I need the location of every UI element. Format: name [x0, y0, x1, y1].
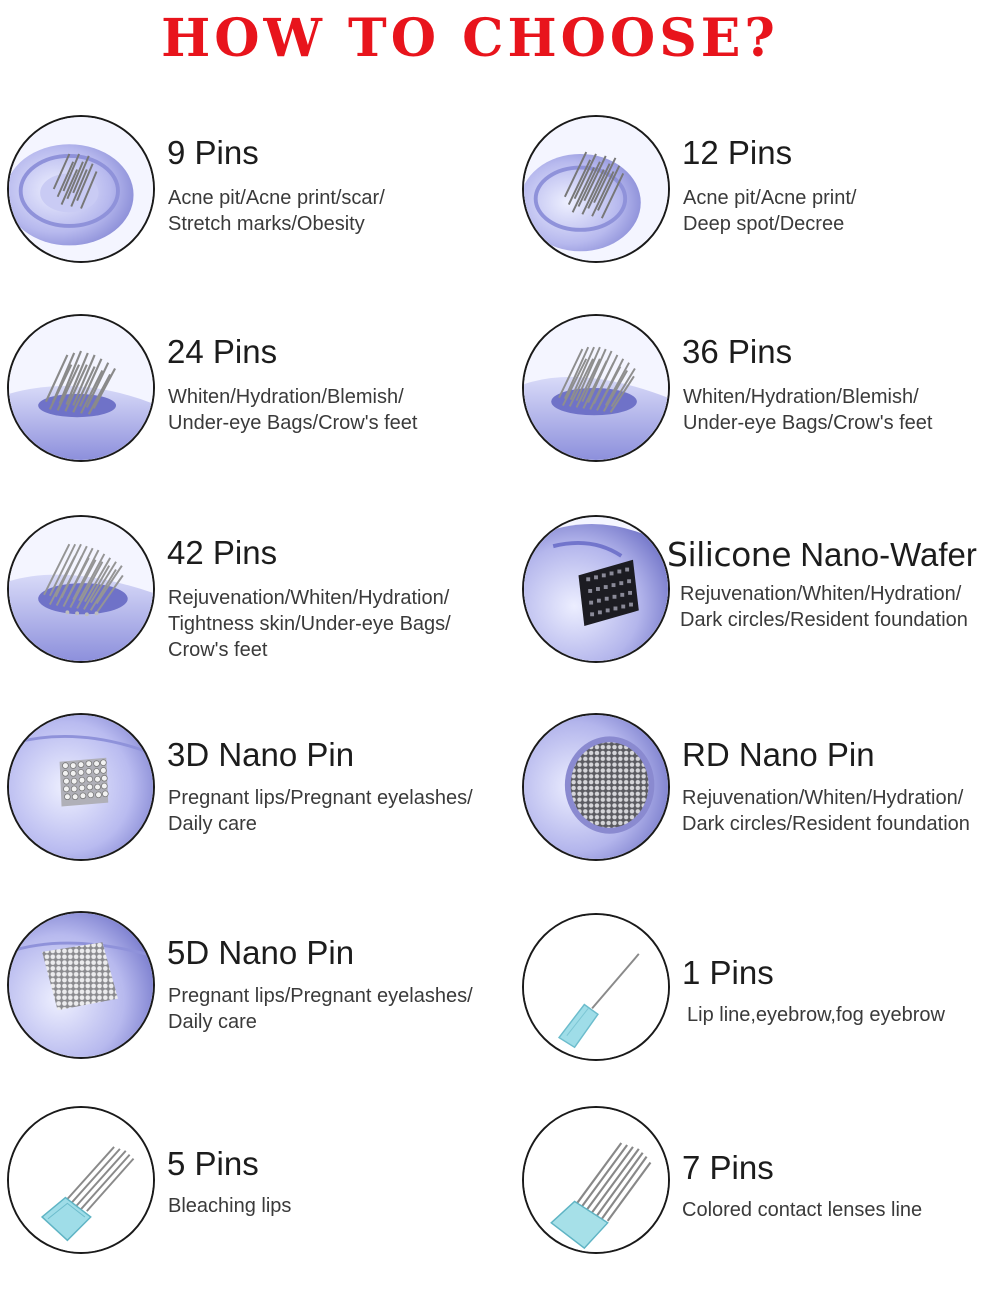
option-12-pins[interactable]	[515, 115, 1000, 285]
rd-nano-pin-icon	[522, 713, 670, 861]
option-36-pins[interactable]	[515, 314, 1000, 484]
option-name: 5D Nano Pin	[167, 934, 355, 971]
option-description: Rejuvenation/Whiten/Hydration/ Dark circles/Resident foundation	[682, 787, 970, 835]
option-name: 24 Pins	[167, 333, 278, 370]
option-description: Bleaching lips	[168, 1195, 292, 1217]
12-pin-cartridge-icon	[522, 115, 670, 263]
option-description: Acne pit/Acne print/ Deep spot/Decree	[683, 187, 857, 235]
36-pin-cartridge-icon	[522, 314, 670, 462]
option-1-pins[interactable]	[515, 913, 1000, 1083]
option-name: 36 Pins	[682, 333, 793, 370]
option-name: 7 Pins	[682, 1149, 774, 1186]
option-description: Rejuvenation/Whiten/Hydration/ Tightness skin/Under-eye Bags/ Crow's feet	[168, 587, 451, 661]
option-description: Pregnant lips/Pregnant eyelashes/ Daily care	[168, 787, 473, 835]
option-description: Whiten/Hydration/Blemish/ Under-eye Bags/Crow's feet	[683, 386, 933, 434]
option-name: RD Nano Pin	[682, 736, 875, 773]
option-name-prefix: Silicone	[667, 535, 792, 574]
option-name	[667, 535, 977, 575]
option-silicone-nano-wafer[interactable]	[515, 515, 1000, 685]
option-description: Whiten/Hydration/Blemish/ Under-eye Bags/Crow's feet	[168, 386, 418, 434]
option-name: 3D Nano Pin	[167, 736, 355, 773]
9-pin-cartridge-icon	[7, 115, 155, 263]
option-5d-nano-pin[interactable]	[0, 911, 500, 1081]
7-needle-icon	[522, 1106, 670, 1254]
option-name: 42 Pins	[167, 534, 278, 571]
option-name: 5 Pins	[167, 1145, 259, 1182]
42-pin-cartridge-icon	[7, 515, 155, 663]
option-description: Lip line,eyebrow,fog eyebrow	[687, 1004, 945, 1026]
option-42-pins[interactable]	[0, 515, 500, 685]
option-7-pins[interactable]	[515, 1106, 1000, 1276]
option-description: Colored contact lenses line	[682, 1199, 923, 1221]
option-description: Acne pit/Acne print/scar/ Stretch marks/Obesity	[168, 187, 385, 235]
3d-nano-pin-icon	[7, 713, 155, 861]
single-needle-icon	[522, 913, 670, 1061]
option-name: 12 Pins	[682, 134, 793, 171]
option-rd-nano-pin[interactable]	[515, 713, 1000, 883]
option-5-pins[interactable]	[0, 1106, 500, 1276]
option-24-pins[interactable]	[0, 314, 500, 484]
5-needle-icon	[7, 1106, 155, 1254]
page-title: HOW TO CHOOSE?	[161, 8, 779, 69]
nano-wafer-cartridge-icon	[522, 515, 670, 663]
option-name: 1 Pins	[682, 954, 774, 991]
option-3d-nano-pin[interactable]	[0, 713, 500, 883]
option-name: 9 Pins	[167, 134, 259, 171]
5d-nano-pin-icon	[7, 911, 155, 1059]
24-pin-cartridge-icon	[7, 314, 155, 462]
option-9-pins[interactable]	[0, 115, 500, 285]
option-name-suffix: Nano-Wafer	[800, 536, 977, 573]
option-description: Rejuvenation/Whiten/Hydration/ Dark circles/Resident foundation	[680, 583, 968, 631]
option-description: Pregnant lips/Pregnant eyelashes/ Daily care	[168, 985, 473, 1033]
